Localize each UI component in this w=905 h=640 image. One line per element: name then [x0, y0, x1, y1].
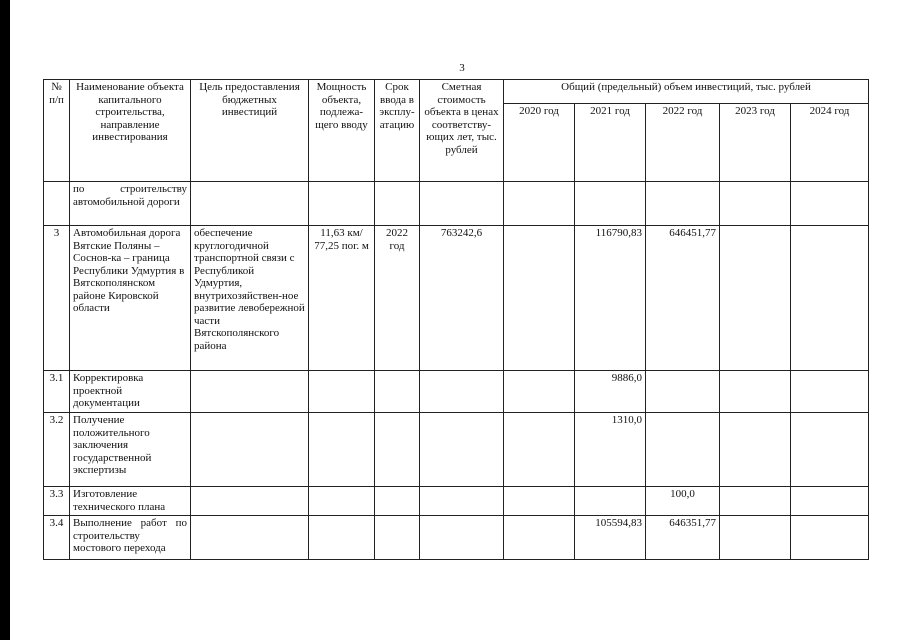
row-y2020 [504, 413, 575, 487]
row-y2024 [791, 371, 869, 413]
table-row [44, 516, 869, 560]
row-y2020 [504, 226, 575, 371]
row-capacity [309, 516, 375, 560]
header-year-2023: 2023 год [720, 104, 791, 182]
row-y2021 [575, 487, 646, 516]
row-y2020 [504, 487, 575, 516]
investment-table [43, 79, 869, 560]
row-y2022 [646, 371, 720, 413]
row-y2021: 1310,0 [575, 413, 646, 487]
row-y2024 [791, 226, 869, 371]
row-y2023 [720, 182, 791, 226]
row-num: 3.3 [44, 487, 70, 516]
row-goal [191, 413, 309, 487]
row-capacity [309, 371, 375, 413]
row-y2021: 9886,0 [575, 371, 646, 413]
row-y2022 [646, 413, 720, 487]
header-term: Срок ввода в эксплу-атацию [375, 80, 420, 182]
table-row [44, 487, 869, 516]
row-y2021: 116790,83 [575, 226, 646, 371]
header-num: № п/п [44, 80, 70, 182]
row-y2023 [720, 226, 791, 371]
table-row [44, 371, 869, 413]
row-name: Получение положительного заключения государственной экспертизы [70, 413, 191, 487]
row-name: Корректировка проектной документации [70, 371, 191, 413]
row-capacity [309, 413, 375, 487]
row-y2020 [504, 371, 575, 413]
row-y2022: 646451,77 [646, 226, 720, 371]
row-term [375, 413, 420, 487]
row-goal [191, 371, 309, 413]
row-y2022: 646351,77 [646, 516, 720, 560]
row-cost [420, 182, 504, 226]
header-capacity: Мощность объекта, подлежа-щего вводу [309, 80, 375, 182]
row-capacity [309, 487, 375, 516]
row-y2023 [720, 371, 791, 413]
header-year-2022: 2022 год [646, 104, 720, 182]
page-number: 3 [459, 62, 465, 74]
row-name: Выполнение работ по строительству мостового перехода [70, 516, 191, 560]
row-y2024 [791, 182, 869, 226]
row-term [375, 371, 420, 413]
row-cost [420, 487, 504, 516]
row-capacity [309, 182, 375, 226]
row-y2024 [791, 516, 869, 560]
row-term: 2022 год [375, 226, 420, 371]
row-y2023 [720, 487, 791, 516]
scan-edge-shadow [0, 0, 10, 640]
row-y2023 [720, 413, 791, 487]
table-row [44, 413, 869, 487]
row-term [375, 182, 420, 226]
row-y2021 [575, 182, 646, 226]
header-name: Наименование объекта капитального строительства, направление инвестирования [70, 80, 191, 182]
row-cost [420, 371, 504, 413]
row-cost: 763242,6 [420, 226, 504, 371]
row-y2024 [791, 487, 869, 516]
row-name: по строительству автомобильной дороги [70, 182, 191, 226]
header-year-2024: 2024 год [791, 104, 869, 182]
row-cost [420, 516, 504, 560]
header-goal: Цель предоставления бюджетных инвестиций [191, 80, 309, 182]
header-total-investment: Общий (предельный) объем инвестиций, тыс. рублей [504, 80, 869, 104]
row-y2024 [791, 413, 869, 487]
row-capacity: 11,63 км/ 77,25 пог. м [309, 226, 375, 371]
row-goal [191, 487, 309, 516]
row-y2023 [720, 516, 791, 560]
row-num: 3.1 [44, 371, 70, 413]
row-cost [420, 413, 504, 487]
table-row [44, 182, 869, 226]
row-y2020 [504, 182, 575, 226]
row-goal [191, 516, 309, 560]
row-goal: обеспечение круглогодичной транспортной связи с Республикой Удмуртия, внутрихозяйствен-ное развитие левобережной части Вятскополянского района [191, 226, 309, 371]
row-name: Автомобильная дорога Вятские Поляны – Соснов-ка – граница Республики Удмуртия в Вятскополянском районе Кировской области [70, 226, 191, 371]
header-year-2021: 2021 год [575, 104, 646, 182]
row-y2021: 105594,83 [575, 516, 646, 560]
row-term [375, 487, 420, 516]
row-num: 3.4 [44, 516, 70, 560]
row-y2020 [504, 516, 575, 560]
header-year-2020: 2020 год [504, 104, 575, 182]
row-num [44, 182, 70, 226]
row-y2022 [646, 182, 720, 226]
row-term [375, 516, 420, 560]
row-y2022: 100,0 [646, 487, 720, 516]
table-row [44, 226, 869, 371]
header-cost: Сметная стоимость объекта в ценах соответству-ющих лет, тыс. рублей [420, 80, 504, 182]
row-num: 3.2 [44, 413, 70, 487]
row-num: 3 [44, 226, 70, 371]
row-name: Изготовление технического плана [70, 487, 191, 516]
row-goal [191, 182, 309, 226]
